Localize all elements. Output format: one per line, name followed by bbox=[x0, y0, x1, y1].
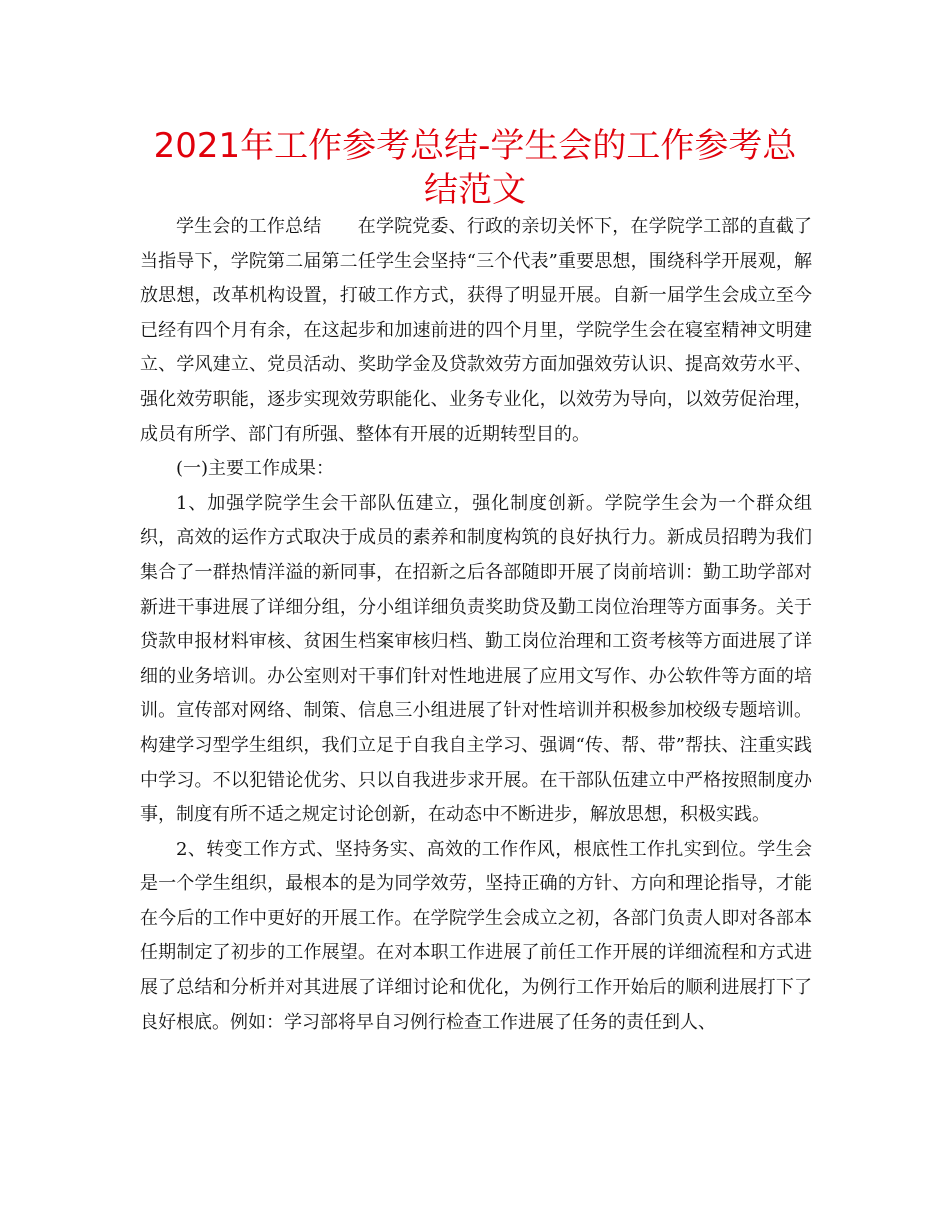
document-body bbox=[140, 210, 812, 1040]
paragraph-item-2: 2、转变工作方式、坚持务实、高效的工作作风，根底性工作扎实到位。学生会是一个学生组织，最根本的是为同学效劳，坚持正确的方针、方向和理论指导，才能在今后的工作中更好的开展工作。在学院学生会成立之初，各部门负责人即对各部本任期制定了初步的工作展望。在对本职工作进展了前任工作开展的详细流程和方式进展了总结和分析并对其进展了详细讨论和优化，为例行工作开始后的顺利进展打下了良好根底。例如：学习部将早自习例行检查工作进展了任务的责任到人、 bbox=[140, 838, 812, 1033]
paragraph-section-heading: (一)主要工作成果： bbox=[176, 458, 335, 480]
document-title: 2021年工作参考总结-学生会的工作参考总结范文 bbox=[153, 126, 797, 210]
paragraph-intro: 学生会的工作总结 在学院党委、行政的亲切关怀下，在学院学工部的直截了当指导下，学院第二届第二任学生会坚持“三个代表”重要思想，围绕科学开展观，解放思想，改革机构设置，打破工作方式，获得了明显开展。自新一届学生会成立至今已经有四个月有余，在这起步和加速前进的四个月里，学院学生会在寝室精神文明建立、学风建立、党员活动、奖助学金及贷款效劳方面加强效劳认识、提高效劳水平、强化效劳职能，逐步实现效劳职能化、业务专业化，以效劳为导向，以效劳促治理，成员有所学、部门有所强、整体有开展的近期转型目的。 bbox=[140, 216, 812, 445]
paragraph-item-1: 1、加强学院学生会干部队伍建立，强化制度创新。学院学生会为一个群众组织，高效的运作方式取决于成员的素养和制度构筑的良好执行力。新成员招聘为我们集合了一群热情洋溢的新同事，在招新之后各部随即开展了岗前培训：勤工助学部对新进干事进展了详细分组，分小组详细负责奖助贷及勤工岗位治理等方面事务。关于贷款申报材料审核、贫困生档案审核归档、勤工岗位治理和工资考核等方面进展了详细的业务培训。办公室则对干事们针对性地进展了应用文写作、办公软件等方面的培训。宣传部对网络、制策、信息三小组进展了针对性培训并积极参加校级专题培训。构建学习型学生组织，我们立足于自我自主学习、强调“传、帮、带”帮扶、注重实践中学习。不以犯错论优劣、只以自我进步求开展。在干部队伍建立中严格按照制度办事，制度有所不适之规定讨论创新，在动态中不断进步，解放思想，积极实践。 bbox=[140, 492, 812, 826]
